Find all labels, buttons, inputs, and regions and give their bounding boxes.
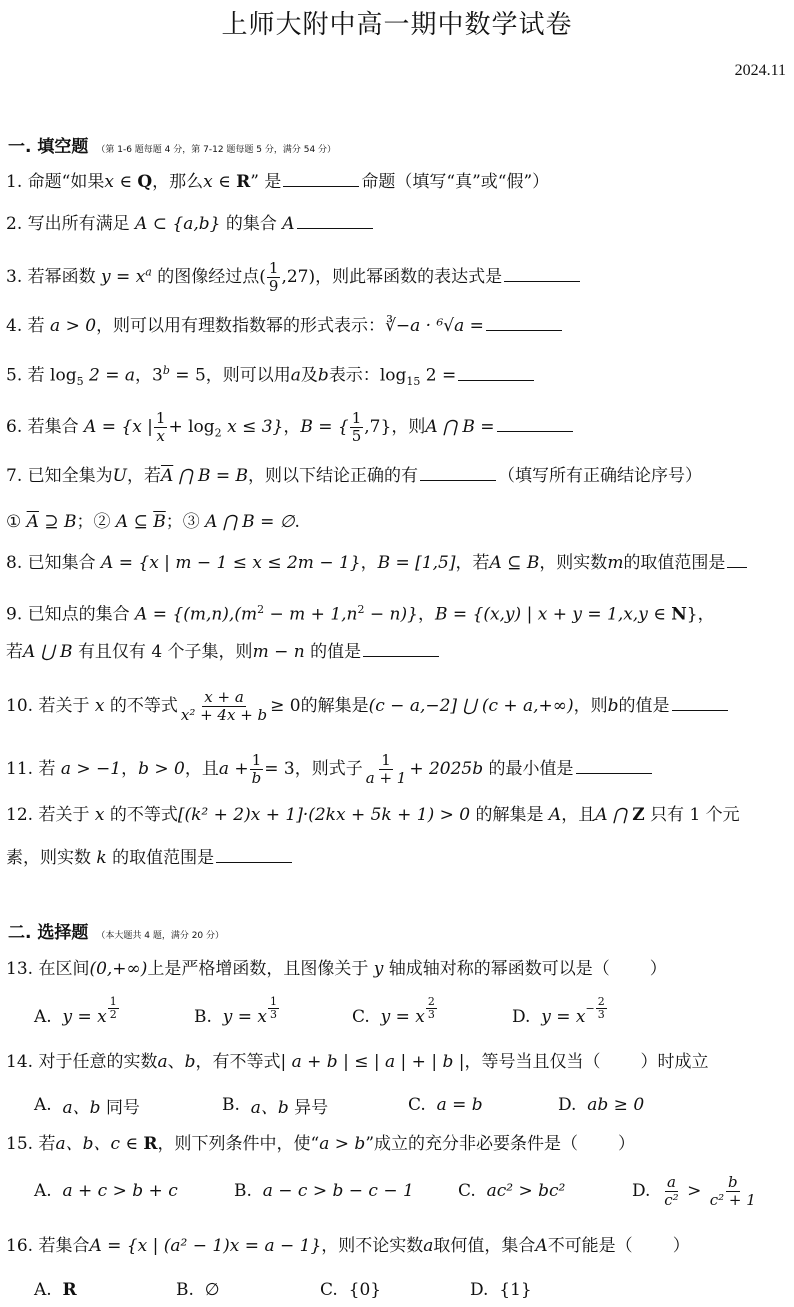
question-text: 不可能是（ bbox=[547, 1236, 633, 1256]
question-text: ， bbox=[360, 553, 378, 573]
question-text: 若 bbox=[38, 1134, 56, 1154]
denominator: b bbox=[251, 769, 262, 787]
question-number: 14. bbox=[6, 1052, 34, 1072]
question-16-choices bbox=[34, 1273, 774, 1307]
math: $\overline{A}$ bbox=[160, 466, 174, 486]
math: − m + 1,n bbox=[264, 604, 358, 625]
choice-text: 异号 bbox=[294, 1097, 329, 1118]
denominator: 2 bbox=[109, 1007, 117, 1021]
math: U bbox=[112, 466, 127, 486]
math: B = { bbox=[300, 417, 349, 437]
math: ,7} bbox=[364, 417, 392, 437]
math: A ⋂ B = bbox=[425, 417, 495, 437]
math: = 3 bbox=[264, 759, 295, 779]
question-number: 10. bbox=[6, 696, 34, 716]
math: a > b bbox=[319, 1134, 366, 1154]
choice-b[interactable] bbox=[234, 1174, 414, 1208]
question-text: ，则下列条件中，使“ bbox=[157, 1134, 320, 1154]
math: A bbox=[548, 805, 562, 825]
question-number: 8. bbox=[6, 553, 23, 573]
separator: ；③ bbox=[165, 512, 200, 532]
math: b > 0 bbox=[138, 759, 185, 779]
section-choice bbox=[8, 918, 224, 943]
fraction bbox=[350, 410, 364, 445]
fraction bbox=[250, 752, 264, 787]
answer-blank[interactable] bbox=[216, 848, 292, 863]
question-text: ，则式子 bbox=[294, 759, 363, 779]
math: a − c > b − c − 1 bbox=[262, 1181, 414, 1201]
math: b bbox=[317, 365, 329, 386]
denominator: c² + 1 bbox=[709, 1190, 756, 1209]
question-text: ，则可以用有理数指数幂的形式表示： bbox=[96, 316, 386, 336]
math: } bbox=[686, 604, 698, 625]
math: a = b bbox=[436, 1095, 483, 1115]
numerator: 2 bbox=[427, 994, 435, 1008]
choice-label: D. bbox=[512, 1007, 531, 1027]
choice-label: D. bbox=[470, 1280, 489, 1300]
question-9 bbox=[6, 598, 715, 627]
exam-date: 2024.11 bbox=[734, 62, 786, 79]
math: [(k² + 2)x + 1]·(2kx + 5k + 1) > 0 bbox=[177, 805, 471, 825]
question-text: ，则可以用 bbox=[205, 365, 291, 386]
math: y = x bbox=[380, 1007, 425, 1027]
question-text: 的取值范围是 bbox=[623, 553, 726, 573]
question-text: ，且 bbox=[561, 805, 596, 825]
choice-label: C. bbox=[352, 1007, 370, 1027]
math: A = {x | (a² − 1)x = a − 1} bbox=[89, 1236, 322, 1256]
math: b bbox=[607, 696, 619, 716]
choice-label: A. bbox=[34, 1280, 52, 1300]
math: y = x bbox=[62, 1007, 107, 1027]
choice-d[interactable] bbox=[632, 1174, 759, 1208]
exponent-fraction bbox=[268, 996, 279, 1021]
exponent-fraction bbox=[426, 996, 437, 1021]
question-text: ， bbox=[135, 365, 153, 386]
math: ∛−a · ⁶√a = bbox=[385, 316, 484, 336]
choice-a[interactable] bbox=[34, 1088, 140, 1122]
answer-blank[interactable] bbox=[297, 214, 373, 229]
numerator: x + a bbox=[204, 688, 244, 706]
choice-c[interactable] bbox=[320, 1273, 381, 1307]
math: A ⊆ B bbox=[489, 553, 540, 573]
question-16 bbox=[6, 1234, 690, 1258]
fraction bbox=[364, 752, 409, 787]
question-text: 轴成轴对称的幂函数可以是（ bbox=[388, 959, 610, 979]
choice-label: C. bbox=[320, 1280, 338, 1300]
numerator: 1 bbox=[269, 994, 277, 1008]
exam-title: 上师大附中高一期中数学试卷 bbox=[221, 10, 573, 40]
math: m bbox=[607, 553, 624, 573]
question-13 bbox=[6, 957, 667, 981]
math: ∅ bbox=[204, 1280, 220, 1300]
question-text: 只有 1 个元 bbox=[650, 805, 740, 825]
math: A ⋂ B = ∅ bbox=[205, 512, 295, 532]
math: A ⋂ bbox=[595, 805, 633, 825]
answer-blank[interactable] bbox=[727, 553, 747, 568]
numerator: a bbox=[666, 1172, 676, 1191]
math: y = x bbox=[222, 1007, 267, 1027]
question-text: 及 bbox=[300, 365, 318, 386]
numerator: 1 bbox=[381, 751, 391, 769]
question-text: 若 bbox=[27, 365, 45, 386]
question-text: 上是严格增函数，且图像关于 bbox=[147, 959, 369, 979]
math: B = [1,5] bbox=[377, 553, 456, 573]
question-text: 在区间 bbox=[38, 959, 90, 979]
choice-label: A. bbox=[34, 1095, 52, 1115]
question-number: 6. bbox=[6, 417, 23, 437]
math: A = {x | bbox=[84, 417, 153, 437]
math: a bbox=[290, 365, 301, 386]
math: k bbox=[96, 848, 107, 868]
question-text: 的图像经过点( bbox=[157, 267, 266, 287]
question-number: 9. bbox=[6, 604, 23, 625]
section-title: 二. 选择题 bbox=[8, 923, 89, 943]
denominator: 5 bbox=[351, 427, 362, 445]
choice-d[interactable] bbox=[512, 994, 608, 1034]
question-text: ，则以下结论正确的有 bbox=[248, 466, 419, 486]
question-text: 已知集合 bbox=[27, 553, 96, 573]
question-1 bbox=[6, 170, 549, 194]
choice-c[interactable] bbox=[352, 994, 438, 1034]
math: A bbox=[535, 1236, 548, 1256]
denominator: 3 bbox=[427, 1007, 435, 1021]
denominator: 9 bbox=[268, 277, 279, 295]
choice-b[interactable] bbox=[194, 994, 280, 1034]
math: a、b bbox=[62, 1097, 101, 1118]
choice-label: C. bbox=[458, 1181, 476, 1201]
math: Q bbox=[137, 172, 153, 192]
math: b bbox=[162, 364, 170, 377]
fraction bbox=[154, 410, 168, 445]
choice-d[interactable] bbox=[558, 1088, 644, 1122]
math: $\overline{B}$ bbox=[153, 512, 166, 532]
question-text: 的最小值是 bbox=[488, 759, 574, 779]
exponent-fraction bbox=[596, 996, 607, 1021]
answer-blank[interactable] bbox=[504, 267, 580, 282]
numerator: b bbox=[727, 1172, 738, 1191]
question-15 bbox=[6, 1132, 635, 1156]
question-text: 、 bbox=[167, 1052, 185, 1072]
numerator: 1 bbox=[268, 259, 279, 277]
question-text: ”成立的充分非必要条件是（ bbox=[365, 1134, 579, 1154]
question-text: 对于任意的实数 bbox=[38, 1052, 158, 1072]
question-text: ,27)，则此幂函数的表达式是 bbox=[281, 267, 503, 287]
section-title: 一. 填空题 bbox=[8, 137, 89, 157]
question-text: ，且 bbox=[184, 759, 219, 779]
choice-a[interactable] bbox=[34, 994, 120, 1034]
math: A = {(m,n),(m bbox=[135, 604, 258, 625]
math: {0} bbox=[348, 1280, 382, 1300]
question-text: 的取值范围是 bbox=[112, 848, 215, 868]
question-text: 的不等式 bbox=[109, 696, 178, 716]
choice-c[interactable] bbox=[408, 1088, 483, 1122]
question-text: 已知全集为 bbox=[27, 466, 113, 486]
math: a + c > b + c bbox=[62, 1181, 178, 1201]
math: (c − a,−2] ⋃ (c + a,+∞) bbox=[368, 696, 574, 716]
math: R bbox=[143, 1134, 158, 1154]
question-7 bbox=[6, 464, 702, 488]
math: x bbox=[94, 805, 105, 825]
question-text: ） bbox=[672, 1236, 690, 1256]
question-13-choices bbox=[34, 994, 774, 1034]
section-note: （本大题共 4 题，满分 20 分） bbox=[96, 931, 225, 941]
math: $\overline{A}$ bbox=[26, 512, 39, 532]
fraction bbox=[662, 1174, 680, 1209]
math: x ≤ 3} bbox=[221, 417, 284, 437]
choice-text: 同号 bbox=[105, 1097, 140, 1118]
question-text: ） bbox=[649, 959, 667, 979]
numerator: 1 bbox=[155, 409, 166, 427]
fraction bbox=[267, 260, 281, 295]
math: a、b、c ∈ bbox=[55, 1134, 144, 1154]
question-text: 的解集是 bbox=[300, 696, 369, 716]
question-text: 的不等式 bbox=[109, 805, 178, 825]
math: 3 bbox=[152, 365, 163, 386]
math: ⋂ B = B bbox=[173, 466, 249, 486]
choice-c[interactable] bbox=[458, 1174, 565, 1208]
question-number: 1. bbox=[6, 172, 23, 192]
question-15-choices bbox=[34, 1174, 774, 1208]
question-text: 若集合 bbox=[38, 1236, 90, 1256]
math: y = x bbox=[541, 1007, 586, 1027]
fraction bbox=[179, 689, 269, 724]
choice-label: A. bbox=[34, 1007, 52, 1027]
math: a bbox=[145, 265, 152, 279]
question-text: ， bbox=[283, 417, 301, 437]
question-text: ，等号当且仅当（ bbox=[464, 1052, 601, 1072]
math: Z bbox=[632, 805, 645, 825]
question-number: 2. bbox=[6, 214, 23, 234]
question-text: 写出所有满足 bbox=[27, 214, 130, 234]
question-5 bbox=[6, 359, 536, 394]
question-text: ，若 bbox=[126, 466, 161, 486]
numerator: 1 bbox=[109, 994, 117, 1008]
denominator: x bbox=[156, 427, 165, 445]
fraction bbox=[708, 1174, 758, 1209]
choice-label: C. bbox=[408, 1095, 426, 1115]
math: x ∈ bbox=[203, 172, 237, 192]
section-fill-in bbox=[8, 132, 336, 157]
question-number: 15. bbox=[6, 1134, 34, 1154]
answer-blank[interactable] bbox=[283, 172, 359, 187]
question-text: 的值是 bbox=[618, 696, 670, 716]
question-6 bbox=[6, 410, 575, 445]
question-text: ）时成立 bbox=[640, 1052, 709, 1072]
choice-label: B. bbox=[234, 1181, 252, 1201]
math: 5 bbox=[76, 375, 84, 389]
math: | a + b | ≤ | a | + | b | bbox=[280, 1052, 465, 1072]
question-number: 13. bbox=[6, 959, 34, 979]
math: ≥ 0 bbox=[270, 696, 301, 716]
math: 2 = bbox=[420, 365, 457, 386]
question-8 bbox=[6, 551, 749, 575]
math: A = {x | m − 1 ≤ x ≤ 2m − 1} bbox=[101, 553, 361, 573]
separator: ；② bbox=[76, 512, 111, 532]
math: b bbox=[184, 1052, 196, 1072]
math: a bbox=[157, 1052, 168, 1072]
question-text: 的解集是 bbox=[475, 805, 544, 825]
question-text: ， bbox=[121, 759, 139, 779]
question-12-continued bbox=[6, 846, 294, 870]
question-14 bbox=[6, 1050, 708, 1074]
math: R bbox=[236, 172, 251, 192]
answer-blank[interactable] bbox=[672, 696, 728, 711]
question-4 bbox=[6, 314, 564, 338]
question-text: 若 bbox=[6, 642, 23, 662]
section-note: （第 1-6 题每题 4 分，第 7-12 题每题 5 分，满分 54 分） bbox=[96, 145, 337, 155]
question-text: ，那么 bbox=[152, 172, 204, 192]
denominator: a + 1 bbox=[365, 769, 407, 787]
math: a > 0 bbox=[50, 316, 97, 336]
question-14-choices bbox=[34, 1088, 774, 1122]
choice-b[interactable] bbox=[222, 1088, 328, 1122]
question-2 bbox=[6, 212, 375, 236]
question-text: 有且仅有 4 个子集，则 bbox=[77, 642, 253, 662]
math: > bbox=[687, 1181, 702, 1201]
math: x ∈ bbox=[104, 172, 138, 192]
question-text: 若关于 bbox=[38, 696, 90, 716]
math: A ⋃ B bbox=[23, 642, 73, 662]
question-text: 的值是 bbox=[310, 642, 362, 662]
question-text: 若 bbox=[27, 316, 45, 336]
question-text: 的集合 bbox=[225, 214, 277, 234]
choice-b[interactable] bbox=[176, 1273, 220, 1307]
math: a、b bbox=[250, 1097, 289, 1118]
question-text: ，则不论实数 bbox=[321, 1236, 424, 1256]
choice-d[interactable] bbox=[470, 1273, 532, 1307]
numerator: 1 bbox=[351, 409, 362, 427]
choice-label: D. bbox=[632, 1181, 651, 1201]
question-text: （填写所有正确结论序号） bbox=[498, 466, 703, 486]
denominator: 3 bbox=[597, 1007, 605, 1021]
question-text: 命题（填写“真”或“假”） bbox=[361, 172, 550, 192]
question-text: ， bbox=[697, 604, 715, 625]
choice-label: B. bbox=[222, 1095, 240, 1115]
math: N bbox=[671, 604, 687, 625]
denominator: 3 bbox=[269, 1007, 277, 1021]
period: . bbox=[294, 512, 300, 532]
question-number: 4. bbox=[6, 316, 23, 336]
choice-label: D. bbox=[558, 1095, 577, 1115]
math: ⊇ B bbox=[38, 512, 77, 532]
question-number: 3. bbox=[6, 267, 23, 287]
question-text: ，则 bbox=[391, 417, 426, 437]
question-7-options bbox=[6, 510, 300, 534]
question-text: 表示： bbox=[328, 365, 380, 386]
exponent-fraction bbox=[108, 996, 119, 1021]
math: log bbox=[50, 365, 77, 386]
choice-a[interactable] bbox=[34, 1174, 178, 1208]
choice-label: B. bbox=[194, 1007, 212, 1027]
question-number: 16. bbox=[6, 1236, 34, 1256]
math: (0,+∞) bbox=[89, 959, 148, 979]
question-number: 12. bbox=[6, 805, 34, 825]
math: log bbox=[379, 365, 407, 386]
question-10 bbox=[6, 689, 730, 724]
math: m − n bbox=[252, 642, 305, 662]
choice-label: B. bbox=[176, 1280, 194, 1300]
math: 2 = a bbox=[83, 365, 136, 386]
question-text: 素，则实数 bbox=[6, 848, 91, 868]
question-text: ） bbox=[618, 1134, 636, 1154]
question-text: 若幂函数 bbox=[27, 267, 96, 287]
math: a bbox=[423, 1236, 434, 1256]
answer-blank[interactable] bbox=[363, 642, 439, 657]
math: 2 bbox=[357, 603, 365, 616]
numerator: 1 bbox=[251, 751, 262, 769]
question-text: 已知点的集合 bbox=[27, 604, 130, 625]
question-number: 11. bbox=[6, 759, 34, 779]
math: a + bbox=[218, 759, 249, 779]
answer-blank[interactable] bbox=[576, 759, 652, 774]
question-text: 命题“如果 bbox=[27, 172, 105, 192]
math: ab ≥ 0 bbox=[587, 1095, 645, 1115]
answer-blank[interactable] bbox=[420, 466, 496, 481]
math: 15 bbox=[406, 375, 421, 389]
question-12 bbox=[6, 803, 740, 827]
math: A ⊂ {a,b} bbox=[135, 214, 221, 234]
question-text: 若关于 bbox=[38, 805, 90, 825]
question-9-continued bbox=[6, 640, 441, 664]
choice-a[interactable] bbox=[34, 1273, 77, 1307]
math: ac² > bc² bbox=[486, 1181, 566, 1201]
math: B = {(x,y) | x + y = 1,x,y ∈ bbox=[434, 604, 672, 625]
math: − n)} bbox=[364, 604, 418, 625]
denominator: c² bbox=[664, 1190, 679, 1209]
option-number: ① bbox=[6, 512, 22, 532]
question-text: ，则实数 bbox=[539, 553, 608, 573]
numerator: 2 bbox=[597, 994, 605, 1008]
answer-blank[interactable] bbox=[458, 366, 534, 381]
question-text: ，则 bbox=[573, 696, 608, 716]
question-text: 若集合 bbox=[27, 417, 79, 437]
question-3 bbox=[6, 260, 582, 295]
math: {1} bbox=[499, 1280, 532, 1300]
math: = 5 bbox=[169, 365, 206, 386]
choice-label: A. bbox=[34, 1181, 52, 1201]
denominator: x² + 4x + b bbox=[180, 706, 268, 724]
math: A ⊆ bbox=[115, 512, 154, 532]
question-11 bbox=[6, 752, 654, 787]
math: y bbox=[373, 959, 384, 979]
math: a > −1 bbox=[60, 759, 122, 779]
question-number: 5. bbox=[6, 365, 23, 386]
question-text: ， bbox=[417, 604, 435, 625]
question-text: ，有不等式 bbox=[195, 1052, 281, 1072]
question-text: ，若 bbox=[455, 553, 490, 573]
question-text: ” 是 bbox=[250, 172, 282, 192]
math: y = x bbox=[101, 267, 146, 287]
question-text: 取何值，集合 bbox=[433, 1236, 536, 1256]
math: R bbox=[62, 1280, 77, 1300]
math: A bbox=[282, 214, 295, 234]
math: 2 bbox=[257, 603, 265, 616]
answer-blank[interactable] bbox=[497, 417, 573, 432]
question-number: 7. bbox=[6, 466, 23, 486]
question-text: 若 bbox=[38, 759, 56, 779]
math: 2 bbox=[214, 426, 222, 440]
math: + log bbox=[168, 417, 215, 437]
math: + 2025b bbox=[409, 759, 484, 779]
math: − bbox=[585, 1001, 595, 1015]
answer-blank[interactable] bbox=[486, 316, 562, 331]
math: x bbox=[94, 696, 105, 716]
